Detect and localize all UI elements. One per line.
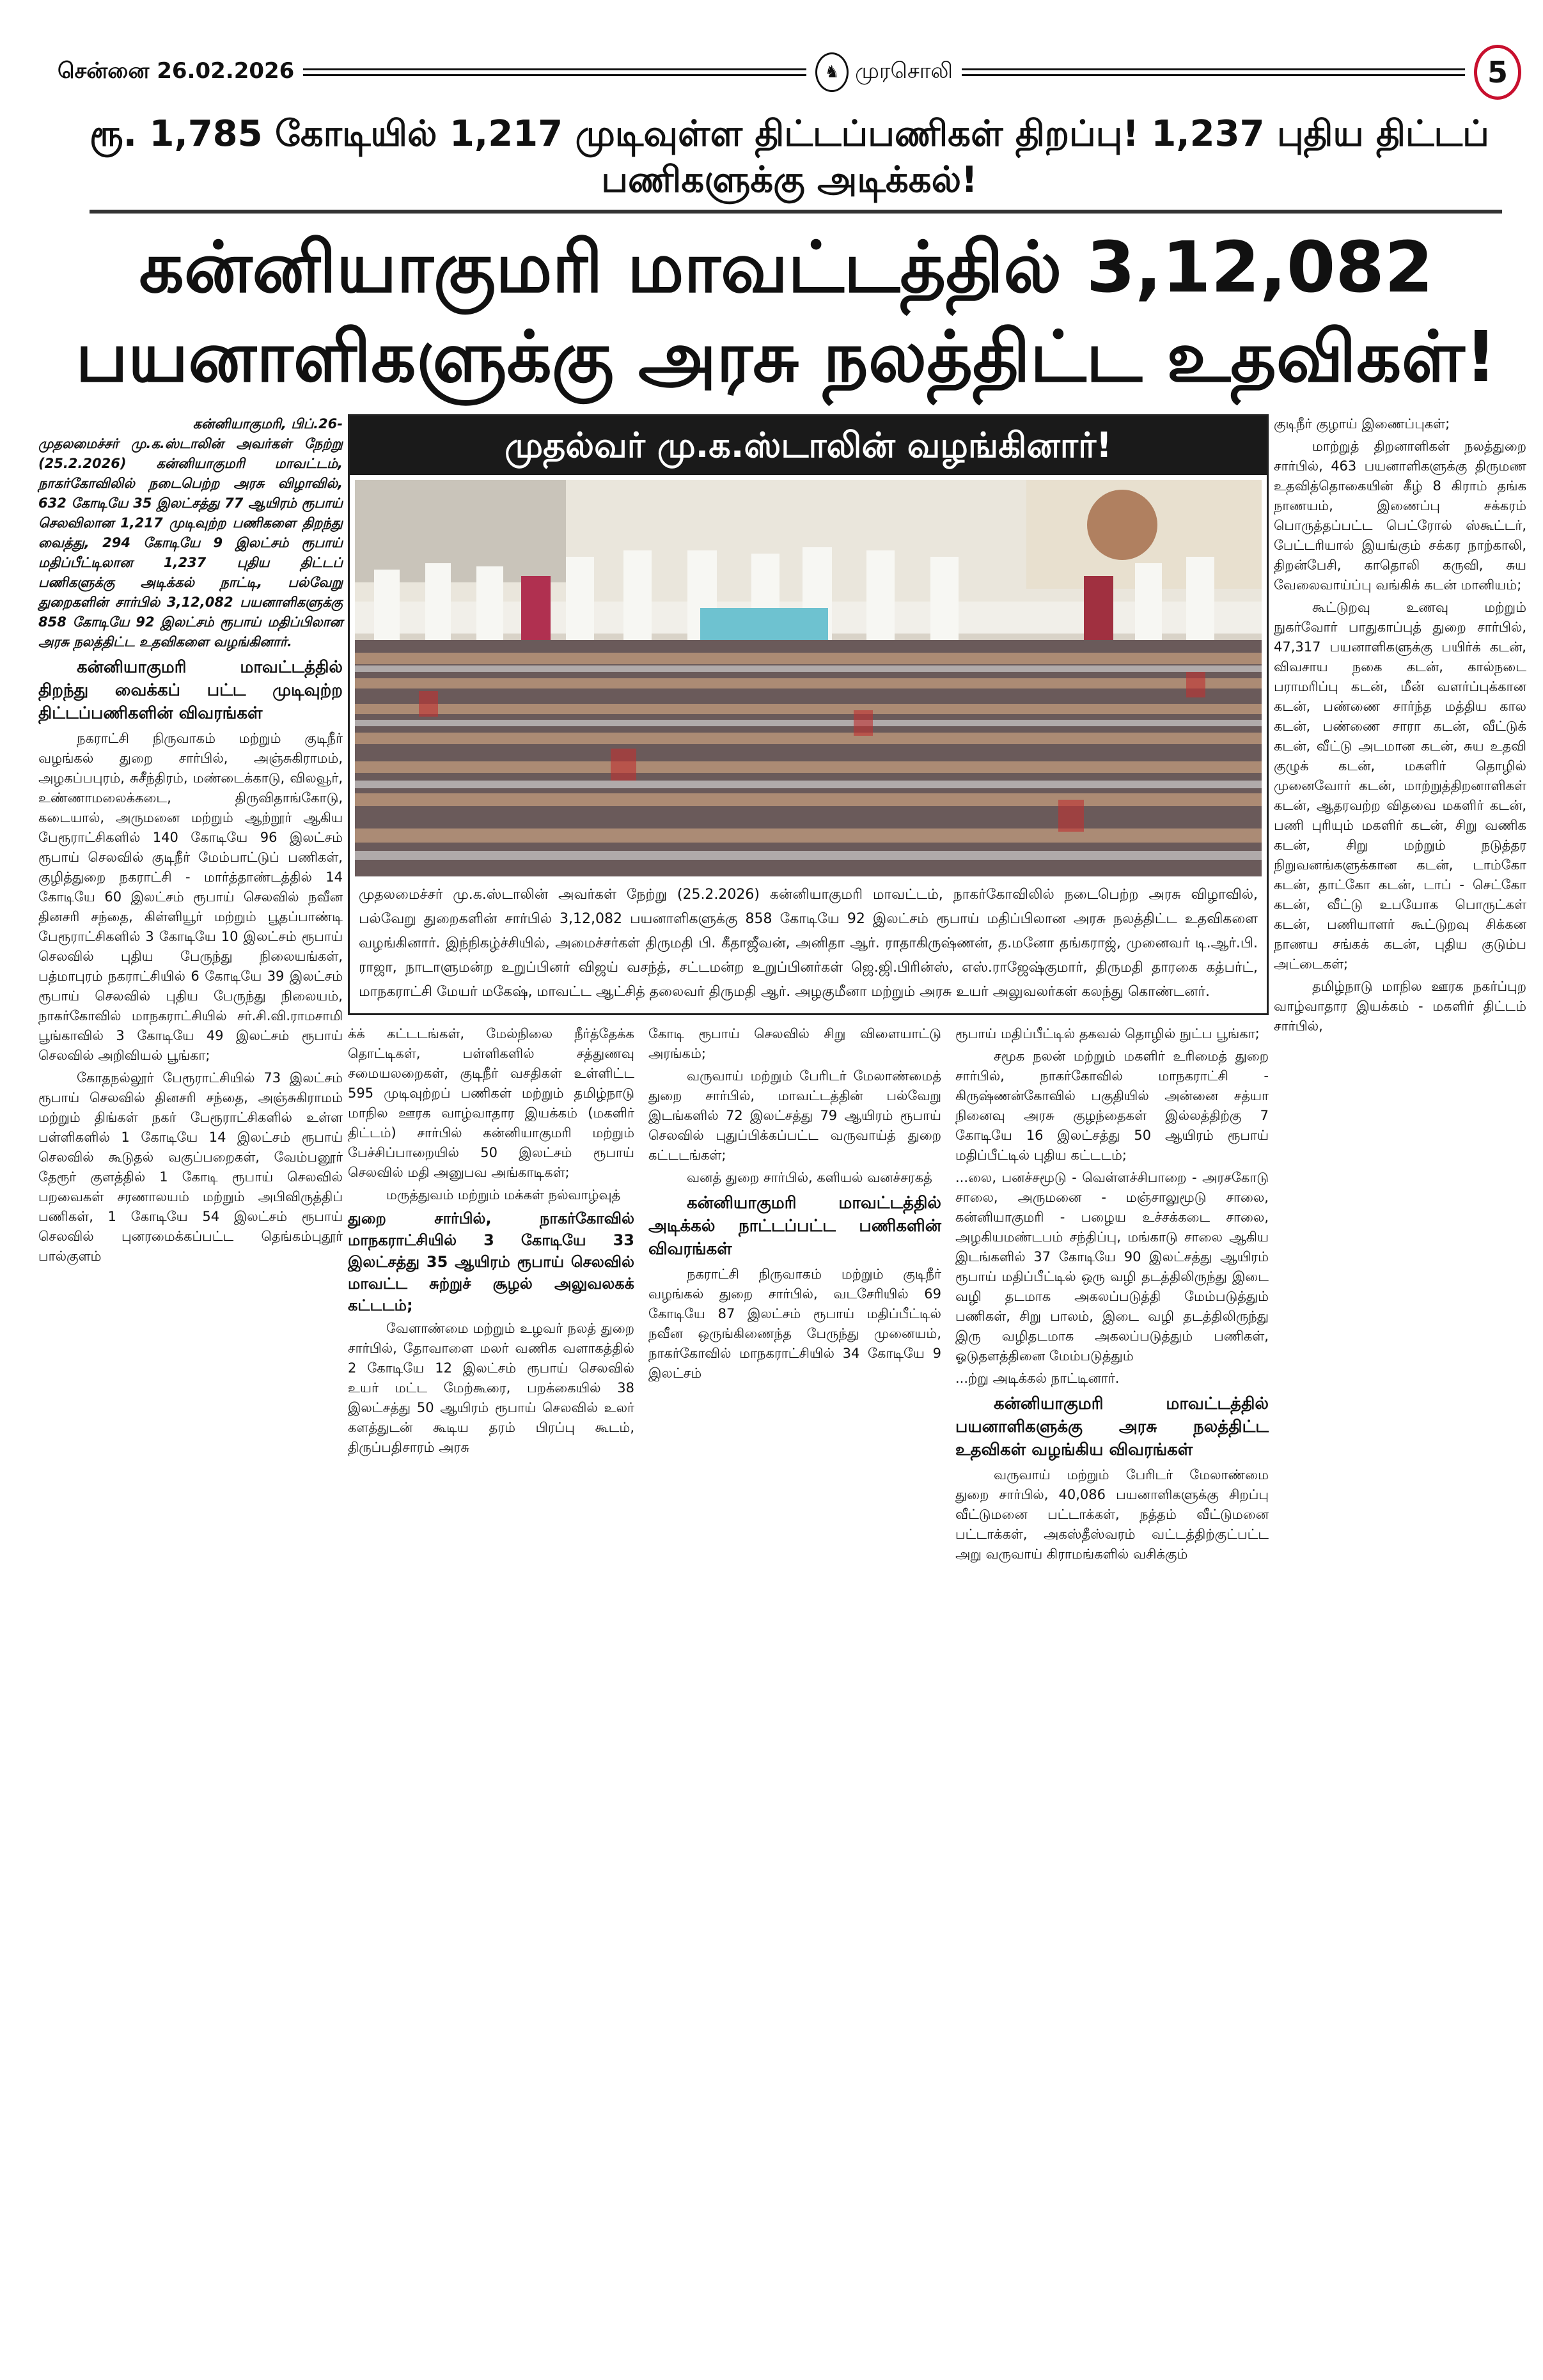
body-paragraph: வருவாய் மற்றும் பேரிடர் மேலாண்மை துறை சார்பில், 40,086 பயனாளிகளுக்கு சிறப்பு வீட்டுமனை பட்டாக்கள், நத்தம் வீட்டுமனை பட்டாக்கள், அகஸ்தீஸ்வரம் வட்டத்திற்குட்பட்ட அறு வருவாய் கிராமங்களில் வசிக்கும்: [955, 1467, 1269, 1562]
paper-emblem-icon: ♞: [815, 52, 849, 92]
section-subhead: கன்னியாகுமரி மாவட்டத்தில் அடிக்கல் நாட்டப்பட்ட பணிகளின் விவரங்கள்: [648, 1194, 941, 1259]
middle-column-3: [955, 1024, 1269, 1567]
page-number-badge: 5: [1474, 45, 1521, 100]
paper-name: முரசொலி: [855, 58, 953, 84]
middle-column-2: [648, 1024, 941, 1567]
photo-banner-text: முதல்வர் மு.க.ஸ்டாலின் வழங்கினார்!: [505, 425, 1112, 465]
body-paragraph: கோதநல்லூர் பேரூராட்சியில் 73 இலட்சம் ரூபாய் செலவில் தினசரி சந்தை, அஞ்சுகிராமம் மற்றும் திங்கள் நகர் பேரூராட்சிகளில் உள்ள பள்ளிகளில் 1 கோடியே 14 இலட்சம் ரூபாய் செலவில் கூடுதல் வகுப்பறைகள், வேம்பனூர் தேரூர் குளத்தில் 1 கோடி ரூபாய் செலவில் பறவைகள் சரணாலயம் மற்றும் அபிவிருத்திப் பணிகள், 1 கோடியே 54 இலட்சம் ரூபாய் செலவில் புனரமைக்கப்பட்ட தெங்கம்புதூர் பால்குளம்: [38, 1070, 343, 1264]
photo-feature: [348, 414, 1269, 1015]
masthead-rule-right: [962, 68, 1465, 76]
masthead-logo: [815, 52, 953, 92]
left-column: [38, 414, 343, 1269]
masthead-date: சென்னை 26.02.2026: [58, 58, 295, 84]
body-paragraph: குடிநீர் குழாய் இணைப்புகள்;: [1274, 416, 1450, 432]
body-paragraph: ...ற்று அடிக்கல் நாட்டினார்.: [955, 1371, 1120, 1386]
kicker-divider: [90, 210, 1502, 214]
right-column: [1274, 414, 1526, 1039]
body-paragraph: ரூபாய் மதிப்பீட்டில் தகவல் தொழில் நுட்ப பூங்கா;: [955, 1026, 1260, 1041]
photo-caption: முதலமைச்சர் மு.க.ஸ்டாலின் அவர்கள் நேற்று (25.2.2026) கன்னியாகுமரி மாவட்டம், நாகர்கோவிலில் நடைபெற்ற அரசு விழாவில், பல்வேறு துறைகளின் சார்பில் 3,12,082 பயனாளிகளுக்கு 858 கோடியே 92 இலட்சம் ரூபாய் மதிப்பிலான அரசு நலத்திட்ட உதவிகளை வழங்கினார். இந்நிகழ்ச்சியில், அமைச்சர்கள் திருமதி பி. கீதாஜீவன், அனிதா ஆர். ராதாகிருஷ்ணன், த.மனோ தங்கராஜ், முனைவர் டி.ஆர்.பி. ராஜா, நாடாளுமன்ற உறுப்பினர் விஜய் வசந்த், சட்டமன்ற உறுப்பினர்கள் ஜெ.ஜி.பிரின்ஸ், எஸ்.ராஜேஷ்குமார், திருமதி தாரகை கத்பர்ட், மாநகராட்சி மேயர் மகேஷ், மாவட்ட ஆட்சித் தலைவர் திருமதி ஆர். அழகுமீனா மற்றும் அரசு உயர் அலுவலர்கள் கலந்து கொண்டனர்.: [359, 887, 1258, 1000]
body-paragraph: கோடி ரூபாய் செலவில் சிறு விளையாட்டு அரங்கம்;: [648, 1026, 941, 1061]
masthead: [38, 45, 1528, 100]
lower-columns: [348, 1024, 1269, 1567]
body-paragraph: வருவாய் மற்றும் பேரிடர் மேலாண்மைத் துறை சார்பில், மாவட்டத்தின் பல்வேறு இடங்களில் 72 இலட்சத்து 79 ஆயிரம் ரூபாய் செலவில் புதுப்பிக்கப்பட்ட வருவாய்த் துறை கட்டடங்கள்;: [648, 1068, 941, 1163]
section-subhead: கன்னியாகுமரி மாவட்டத்தில் திறந்து வைக்கப் பட்ட முடிவுற்ற திட்டப்பணிகளின் விவரங்கள்: [38, 658, 343, 723]
body-paragraph: மாற்றுத் திறனாளிகள் நலத்துறை சார்பில், 463 பயனாளிகளுக்கு திருமண உதவித்தொகையின் கீழ் 8 கிராம் தங்க நாணயம், இணைப்பு சக்கரம் பொருத்தப்பட்ட பெட்ரோல் ஸ்கூட்டர், பேட்டரியால் இயங்கும் சக்கர நாற்காலி, திறன்பேசி, காதொலி கருவி, சுய வேலைவாய்ப்பு வங்கிக் கடன் மானியம்;: [1274, 439, 1526, 593]
body-paragraph: தமிழ்நாடு மாநில ஊரக நகர்ப்புற வாழ்வாதார இயக்கம் - மகளிர் திட்டம் சார்பில்,: [1274, 979, 1526, 1034]
body-paragraph: மருத்துவம் மற்றும் மக்கள் நல்வாழ்வுத்: [386, 1187, 621, 1202]
dateline: கன்னியாகுமரி, பிப்.26-: [192, 416, 343, 432]
center-area: [348, 414, 1269, 1567]
event-photo: [355, 480, 1262, 876]
body-paragraph: ...லை, பனச்சமூடு - வெள்ளச்சிபாறை - அரசகோடு சாலை, அருமனை - மஞ்சாலுமூடு சாலை, கன்னியாகுமரி - பழைய உச்சக்கடை சாலை, அழகியமண்டபம் சந்திப்பு, மங்காடு சாலை ஆகிய இடங்களில் 37 கோடியே 90 இலட்சத்து ஆயிரம் ரூபாய் மதிப்பீட்டில் ஒரு வழி தடத்திலிருந்து இடை வழி தடமாக அகலப்படுத்தி மேம்படுத்தும் பணிகள், சிறு பாலம், இடை வழி தடத்திலிருந்து இரு வழிதடமாக அகலப்படுத்தும் பணிகள், ஓடுதளத்தினை மேம்படுத்தும்: [955, 1170, 1269, 1364]
body-paragraph: நகராட்சி நிருவாகம் மற்றும் குடிநீர் வழங்கல் துறை சார்பில், அஞ்சுகிராமம், அழகப்பபுரம், சுசீந்திரம், மண்டைக்காடு, விலவூர், உண்ணாமலைக்கடை, திருவிதாங்கோடு, கடையால், அருமனை மற்றும் ஆற்றூர் ஆகிய பேரூராட்சிகளில் 140 கோடியே 96 இலட்சம் ரூபாய் செலவில் குடிநீர் மேம்பாட்டுப் பணிகள், குழித்துறை நகராட்சி - மார்த்தாண்டத்தில் 14 கோடியே 60 இலட்சம் ரூபாய் செலவில் நவீன தினசரி சந்தை, கிள்ளியூர் மற்றும் பூதப்பாண்டி பேரூராட்சிகளில் 3 கோடியே 10 இலட்சம் ரூபாய் செலவில் புதிய பேருந்து நிலையங்கள், பத்மாபுரம் நகராட்சியில் 6 கோடியே 39 இலட்சம் ரூபாய் செலவில் புதிய பேருந்து நிலையம், நாகர்கோவில் மாநகராட்சியில் சர்.சி.வி.ராமசாமி பூங்காவில் 3 கோடியே 49 இலட்சம் ரூபாய் செலவில் அறிவியல் பூங்கா;: [38, 731, 343, 1063]
lead-paragraph: முதலமைச்சர் மு.க.ஸ்டாலின் அவர்கள் நேற்று (25.2.2026) கன்னியாகுமரி மாவட்டம், நாகர்கோவிலில் நடைபெற்ற அரசு விழாவில், 632 கோடியே 35 இலட்சத்து 77 ஆயிரம் ரூபாய் செலவிலான 1,217 முடிவுற்ற பணிகளை திறந்து வைத்து, 294 கோடியே 9 இலட்சம் ரூபாய் மதிப்பீட்டிலான 1,237 புதிய திட்டப் பணிகளுக்கு அடிக்கல் நாட்டி, பல்வேறு துறைகளின் சார்பில் 3,12,082 பயனாளிகளுக்கு 858 கோடியே 92 இலட்சம் ரூபாய் மதிப்பிலான அரசு நலத்திட்ட உதவிகளை வழங்கினார்.: [38, 436, 343, 649]
article-body: [38, 414, 1528, 1567]
body-paragraph: வனத் துறை சார்பில், களியல் வனச்சரகத்: [687, 1170, 932, 1185]
photo-banner: [350, 416, 1267, 475]
body-paragraph: க்க் கட்டடங்கள், மேல்நிலை நீர்த்தேக்க தொட்டிகள், பள்ளிகளில் சத்துணவு சமையலறைகள், குடிநீர் வசதிகள் உள்ளிட்ட 595 முடிவுற்றப் பணிகள் மற்றும் தமிழ்நாடு மாநில ஊரக வாழ்வாதார இயக்கம் (மகளிர் திட்டம்) சார்பில் கன்னியாகுமரி மற்றும் பேச்சிப்பாறையில் 50 இலட்சம் ரூபாய் செலவில் மதி அனுபவ அங்காடிகள்;: [348, 1026, 634, 1180]
body-paragraph: வேளாண்மை மற்றும் உழவர் நலத் துறை சார்பில், தோவாளை மலர் வணிக வளாகத்தில் 2 கோடியே 12 இலட்சம் ரூபாய் செலவில் உயர் மட்ட மேற்கூரை, பறக்கையில் 38 இலட்சத்து 50 ஆயிரம் ரூபாய் செலவில் உலர் களத்துடன் கூடிய தரம் பிரப்பு கூடம், திருப்பதிசாரம் அரசு: [348, 1321, 634, 1455]
main-headline: கன்னியாகுமரி மாவட்டத்தில் 3,12,082 பயனாளிகளுக்கு அரசு நலத்திட்ட உதவிகள்!: [75, 226, 1497, 398]
kicker-headline: ரூ. 1,785 கோடியில் 1,217 முடிவுள்ள திட்டப்பணிகள் திறப்பு! 1,237 புதிய திட்டப் பணிகளுக்கு அடிக்கல்!: [90, 113, 1489, 201]
masthead-rule-left: [303, 68, 806, 76]
body-paragraph: நகராட்சி நிருவாகம் மற்றும் குடிநீர் வழங்கல் துறை சார்பில், வடசேரியில் 69 கோடியே 87 இலட்சம் ரூபாய் மதிப்பீட்டில் நவீன ஒருங்கிணைந்த பேருந்து முனையம், நாகர்கோவில் மாநகராட்சியில் 34 கோடியே 9 இலட்சம்: [648, 1266, 941, 1381]
body-paragraph: கூட்டுறவு உணவு மற்றும் நுகர்வோர் பாதுகாப்புத் துறை சார்பில், 47,317 பயனாளிகளுக்கு பயிர்க் கடன், விவசாய நகை கடன், கால்நடை பராமரிப்பு கடன், மீன் வளர்ப்புக்கான கடன், பண்ணை சார்ந்த மத்திய கால கடன், பண்ணை சாரா கடன், வீட்டுக் கடன், வீட்டு அடமான கடன், சுய உதவி குழுக் கடன், மகளிர் தொழில் முனைவோர் கடன், மாற்றுத்திறனாளிகள் கடன், ஆதரவற்ற விதவை மகளிர் கடன், பணி புரியும் மகளிர் கடன், சிறு வணிக கடன், சிறு மற்றும் நடுத்தர நிறுவனங்களுக்கான கடன், டாம்கோ கடன், தாட்கோ கடன், டாப் - செட்கோ கடன், வீட்டு உபயோக பொருட்கள் கடன், பணியாளர் கூட்டுறவு சிக்கன நாணய சங்கக் கடன், புதிய குடும்ப அட்டைகள்;: [1274, 600, 1526, 972]
body-paragraph: சமூக நலன் மற்றும் மகளிர் உரிமைத் துறை சார்பில், நாகர்கோவில் மாநகராட்சி - கிருஷ்ணன்கோவில் பகுதியில் அன்னை சத்யா நினைவு அரசு குழந்தைகள் இல்லத்திற்கு 7 கோடியே 16 இலட்சத்து 50 ஆயிரம் ரூபாய் மதிப்பீட்டில் புதிய கட்டடம்;: [955, 1048, 1269, 1163]
bold-paragraph: துறை சார்பில், நாகர்கோவில் மாநகராட்சியில் 3 கோடியே 33 இலட்சத்து 35 ஆயிரம் ரூபாய் செலவில் மாவட்ட சுற்றுச் சூழல் அலுவலகக் கட்டடம்;: [348, 1209, 634, 1314]
middle-column-1: [348, 1024, 634, 1567]
section-subhead: கன்னியாகுமரி மாவட்டத்தில் பயனாளிகளுக்கு அரசு நலத்திட்ட உதவிகள் வழங்கிய விவரங்கள்: [955, 1394, 1269, 1459]
